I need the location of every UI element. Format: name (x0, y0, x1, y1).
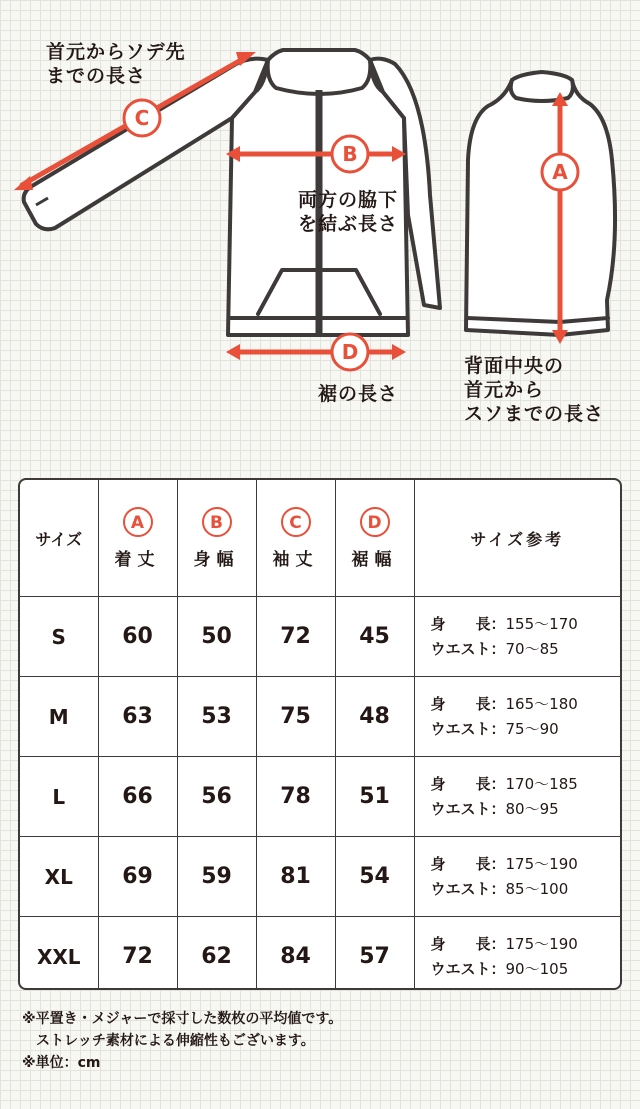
waist-label: ウエスト： (430, 959, 506, 978)
value-a: 60 (98, 597, 177, 677)
value-a: 69 (98, 837, 177, 917)
note-measurement: ※平置き・メジャーで採寸した数枚の平均値です。 (22, 1011, 343, 1027)
marker-b (332, 136, 368, 172)
marker-d (332, 334, 368, 370)
marker-a (542, 154, 578, 190)
value-d: 45 (335, 597, 414, 677)
waist-label: ウエスト： (430, 719, 506, 738)
label-chest-width: 両方の脇下 を結ぶ長さ (298, 189, 399, 235)
badge-a: A (123, 507, 153, 537)
value-c: 81 (256, 837, 335, 917)
value-a: 72 (98, 917, 177, 991)
value-b: 56 (177, 757, 256, 837)
value-c: 84 (256, 917, 335, 991)
header-size-ref: サイズ参考 (414, 480, 620, 597)
height-label: 身 長： (430, 934, 506, 953)
table-header-row (20, 480, 620, 597)
height-label: 身 長： (430, 614, 506, 633)
height-label: 身 長： (430, 854, 506, 873)
size-reference (414, 677, 620, 757)
size-reference (414, 597, 620, 677)
value-d: 48 (335, 677, 414, 757)
value-b: 53 (177, 677, 256, 757)
waist-range: 90〜105 (505, 959, 569, 978)
value-a: 63 (98, 677, 177, 757)
note-unit: ※単位：cm (22, 1055, 101, 1071)
badge-b: B (202, 507, 232, 537)
value-d: 57 (335, 917, 414, 991)
badge-c: C (281, 507, 311, 537)
size-reference (414, 917, 620, 991)
back-collar (511, 72, 573, 101)
table-row (20, 677, 620, 757)
label-sleeve-length: 首元からソデ先 までの長さ (46, 41, 186, 87)
value-c: 75 (256, 677, 335, 757)
waist-range: 70〜85 (505, 639, 559, 658)
value-a: 66 (98, 757, 177, 837)
waist-range: 80〜95 (505, 799, 559, 818)
height-range: 155〜170 (505, 614, 578, 633)
svg-text:A: A (552, 160, 568, 184)
jacket-collar (268, 50, 371, 94)
header-col-a (98, 480, 177, 597)
waist-range: 75〜90 (505, 719, 559, 738)
header-size: サイズ (20, 480, 98, 597)
height-label: 身 長： (430, 694, 506, 713)
svg-text:D: D (341, 340, 359, 364)
size-reference (414, 757, 620, 837)
table-row (20, 917, 620, 991)
marker-c (124, 100, 160, 136)
size-reference (414, 837, 620, 917)
note-stretch: ストレッチ素材による伸縮性もございます。 (22, 1033, 315, 1049)
footnotes (22, 1008, 342, 1074)
size-cell: XXL (20, 917, 98, 991)
value-c: 72 (256, 597, 335, 677)
waist-label: ウエスト： (430, 879, 506, 898)
svg-text:C: C (134, 106, 150, 130)
value-d: 54 (335, 837, 414, 917)
size-cell: S (20, 597, 98, 677)
height-range: 175〜190 (505, 934, 578, 953)
size-cell: XL (20, 837, 98, 917)
value-c: 78 (256, 757, 335, 837)
badge-d: D (360, 507, 390, 537)
value-b: 50 (177, 597, 256, 677)
svg-text:B: B (342, 142, 358, 166)
table-row (20, 597, 620, 677)
height-range: 165〜180 (505, 694, 578, 713)
value-d: 51 (335, 757, 414, 837)
header-col-d (335, 480, 414, 597)
height-range: 170〜185 (505, 774, 578, 793)
value-b: 59 (177, 837, 256, 917)
height-label: 身 長： (430, 774, 506, 793)
size-cell: M (20, 677, 98, 757)
col-name-a: 着丈 (114, 549, 161, 570)
height-range: 175〜190 (505, 854, 578, 873)
waist-range: 85〜100 (505, 879, 569, 898)
header-col-c (256, 480, 335, 597)
col-name-c: 袖丈 (272, 549, 319, 570)
table-row (20, 837, 620, 917)
size-table (18, 478, 622, 990)
header-col-b (177, 480, 256, 597)
value-b: 62 (177, 917, 256, 991)
label-hem-width: 裾の長さ (318, 383, 399, 405)
col-name-d: 裾幅 (351, 549, 398, 570)
label-back-length: 背面中央の 首元から スソまでの長さ (464, 355, 605, 425)
back-body (466, 75, 615, 335)
table-row (20, 757, 620, 837)
waist-label: ウエスト： (430, 799, 506, 818)
col-name-b: 身幅 (193, 549, 240, 570)
waist-label: ウエスト： (430, 639, 506, 658)
size-cell: L (20, 757, 98, 837)
